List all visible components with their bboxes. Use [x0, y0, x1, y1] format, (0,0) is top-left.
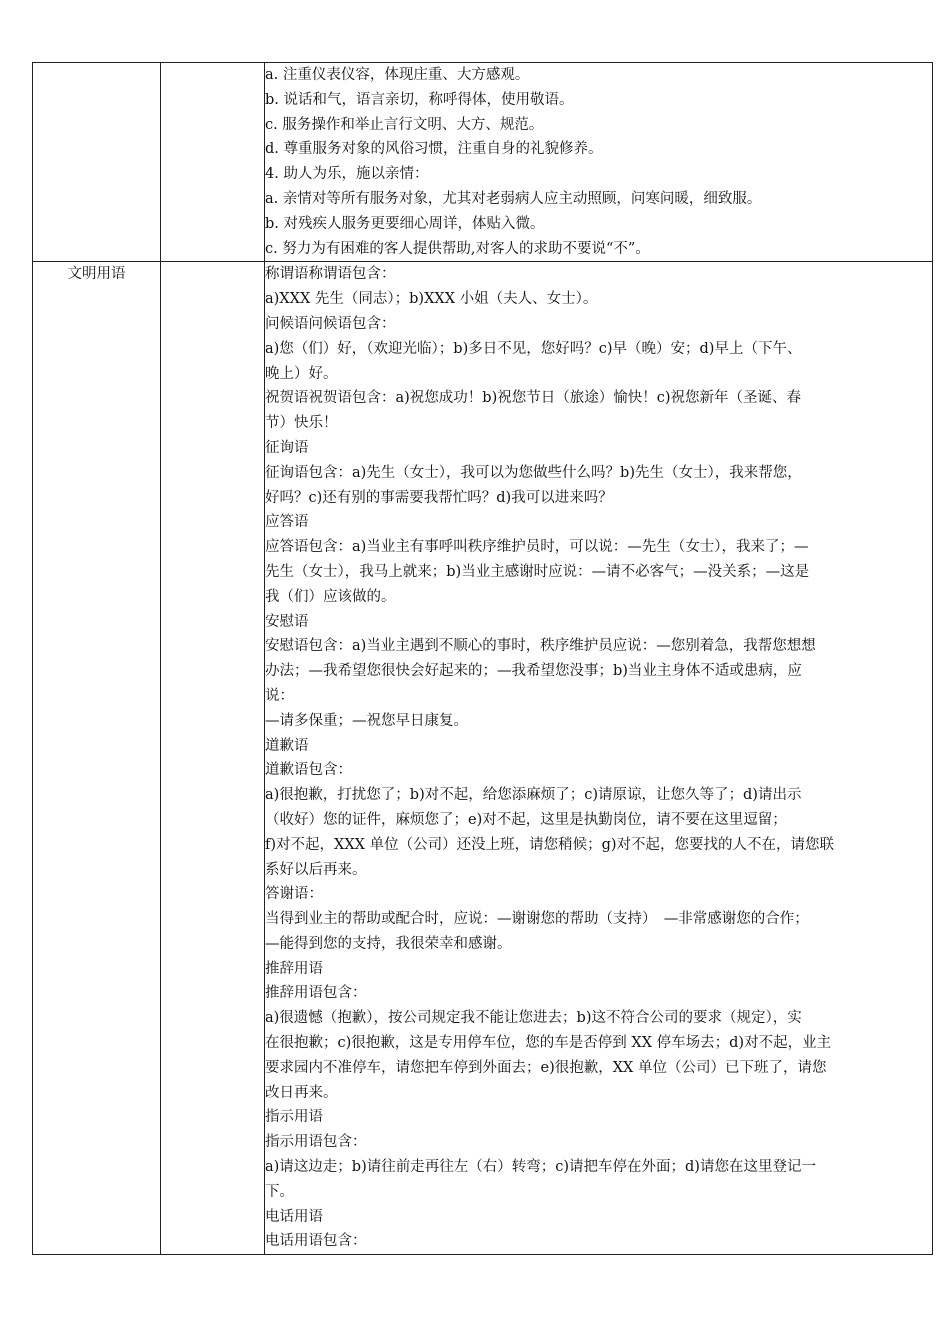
row2-text-line: 称谓语称谓语包含：: [265, 266, 396, 283]
row2-text-line: 征询语包含：a)先生（女士），我可以为您做些什么吗？b)先生（女士），我来帮您，: [265, 464, 802, 481]
row2-text-line: 推辞用语包含：: [265, 985, 367, 1002]
table-row: [33, 63, 933, 262]
row2-category-cell: [33, 262, 161, 1255]
row2-text-line: 在很抱歉；c)很抱歉，这是专用停车位，您的车是否停到 XX 停车场去；d)对不起，业主: [265, 1035, 832, 1052]
row2-text-line: 改日再来。: [265, 1084, 338, 1101]
row2-text-line: 应答语包含：a)当业主有事呼叫秩序维护员时，可以说：—先生（女士），我来了；—: [265, 539, 809, 556]
row2-text-line: 当得到业主的帮助或配合时，应说：—谢谢您的帮助（支持） —非常感谢您的合作；: [265, 911, 809, 928]
row2-text-line: 系好以后再来。: [265, 861, 367, 878]
row1-content-cell: [265, 63, 933, 262]
row2-text-line: a)很遗憾（抱歉），按公司规定我不能让您进去；b)这不符合公司的要求（规定），实: [265, 1010, 802, 1027]
row2-text-line: 要求园内不准停车，请您把车停到外面去；e)很抱歉，XX 单位（公司）已下班了，请您: [265, 1059, 827, 1076]
row2-text-line: 晚上）好。: [265, 365, 338, 382]
row2-text-line: 祝贺语祝贺语包含：a)祝您成功！b)祝您节日（旅途）愉快！c)祝您新年（圣诞、春: [265, 390, 802, 407]
row2-text-line: 节）快乐！: [265, 415, 338, 432]
row2-text-line: 推辞用语: [265, 960, 323, 977]
row1-empty-cell: [161, 63, 265, 262]
row2-text-line: —能得到您的支持，我很荣幸和感谢。: [265, 935, 512, 952]
row2-text-line: 指示用语: [265, 1109, 323, 1126]
row2-text-line: a)请这边走；b)请往前走再往左（右）转弯；c)请把车停在外面；d)请您在这里登记一: [265, 1159, 816, 1176]
row2-text-line: f)对不起，XXX 单位（公司）还没上班，请您稍候；g)对不起，您要找的人不在，请您联: [265, 836, 835, 853]
row2-text-line: a)您（们）好，（欢迎光临）；b)多日不见，您好吗？c)早（晚）安；d)早上（下午、: [265, 340, 802, 357]
row2-text-line: 电话用语包含：: [265, 1233, 367, 1250]
row2-text-line: 电话用语: [265, 1208, 323, 1225]
row2-text-line: a)XXX 先生（同志）；b)XXX 小姐（夫人、女士）。: [265, 291, 598, 308]
row2-text-line: 安慰语包含：a)当业主遇到不顺心的事时，秩序维护员应说：—您别着急，我帮您想想: [265, 638, 816, 655]
row1-text-line: a. 亲情对等所有服务对象，尤其对老弱病人应主动照顾，问寒问暖，细致服。: [265, 190, 762, 207]
row2-text-line: 答谢语：: [265, 886, 323, 903]
row1-category-cell: [33, 63, 161, 262]
row2-text-line: 道歉语: [265, 737, 309, 754]
row2-text-line: 办法；—我希望您很快会好起来的；—我希望您没事；b)当业主身体不适或患病，应: [265, 663, 802, 680]
row2-text-line: 征询语: [265, 439, 309, 456]
row2-text-line: 我（们）应该做的。: [265, 588, 396, 605]
table-row: [33, 262, 933, 1255]
row2-text-line: 下。: [265, 1183, 294, 1200]
row1-text-line: c. 努力为有困难的客人提供帮助,对客人的求助不要说“不”。: [265, 240, 650, 257]
row2-empty-cell: [161, 262, 265, 1255]
row2-text-line: a)很抱歉，打扰您了；b)对不起，给您添麻烦了；c)请原谅，让您久等了；d)请出示: [265, 787, 802, 804]
row1-text-line: b. 说话和气，语言亲切，称呼得体，使用敬语。: [265, 91, 574, 108]
content-table: [32, 62, 933, 1255]
row2-text-line: （收好）您的证件，麻烦您了；e)对不起，这里是执勤岗位，请不要在这里逗留；: [265, 811, 787, 828]
category-label: 文明用语: [67, 266, 126, 283]
row2-content-cell: [265, 262, 933, 1255]
row2-text-line: 道歉语包含：: [265, 762, 352, 779]
row2-text-line: 问候语问候语包含：: [265, 315, 396, 332]
row2-text-line: 应答语: [265, 514, 309, 531]
row1-text-line: a. 注重仪表仪容，体现庄重、大方感观。: [265, 67, 530, 83]
row2-text-line: 好吗？c)还有别的事需要我帮忙吗？d)我可以进来吗？: [265, 489, 613, 506]
row2-text-line: 先生（女士），我马上就来；b)当业主感谢时应说：—请不必客气；—没关系；—这是: [265, 563, 810, 580]
row1-text-line: c. 服务操作和举止言行文明、大方、规范。: [265, 116, 544, 133]
row1-text-line: b. 对残疾人服务更要细心周详，体贴入微。: [265, 215, 545, 232]
row2-text-line: 安慰语: [265, 613, 309, 630]
row2-text-line: —请多保重；—祝您早日康复。: [265, 712, 468, 729]
row1-text-line: 4. 助人为乐，施以亲情：: [265, 166, 429, 183]
row1-text-line: d. 尊重服务对象的风俗习惯，注重自身的礼貌修养。: [265, 141, 603, 158]
row2-text-line: 指示用语包含：: [265, 1134, 367, 1151]
row2-text-line: 说：: [265, 687, 294, 704]
